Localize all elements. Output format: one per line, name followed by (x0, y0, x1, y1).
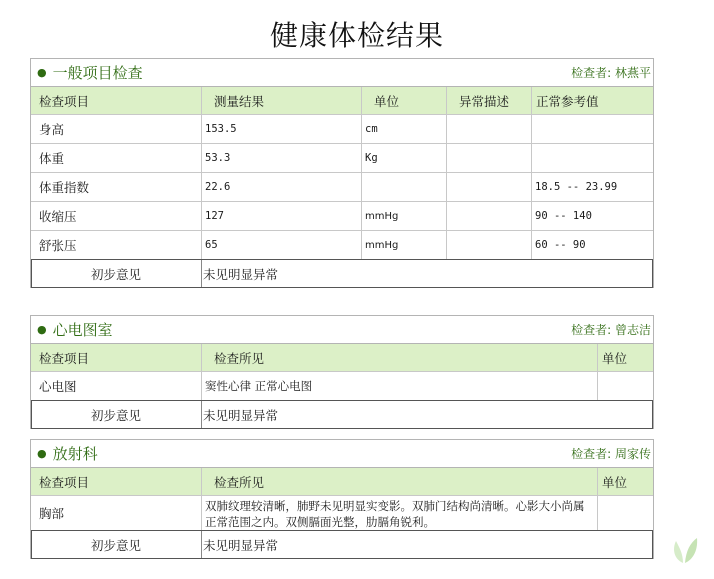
cell-result: 153.5 (202, 115, 362, 143)
section-header (31, 316, 653, 344)
cell-item: 舒张压 (31, 231, 202, 259)
cell-reference (532, 115, 655, 143)
col-header-item: 检查项目 (31, 344, 202, 371)
bullet-icon: ● (37, 447, 47, 460)
cell-unit: cm (362, 115, 447, 143)
cell-item: 体重指数 (31, 173, 202, 201)
opinion-row (31, 400, 653, 428)
col-header-unit: 单位 (362, 87, 447, 114)
opinion-value: 未见明显异常 (203, 407, 279, 423)
col-header-unit: 单位 (602, 350, 628, 366)
col-header-item: 检查项目 (31, 87, 202, 114)
cell-result: 22.6 (202, 173, 362, 201)
cell-unit: mmHg (362, 231, 447, 259)
col-header-findings: 检查所见 (202, 468, 598, 495)
cell-findings: 双肺纹理较清晰，肺野未见明显实变影。双肺门结构尚清晰。心影大小尚属正常范围之内。双侧膈面光整，肋膈角锐利。 (202, 496, 598, 530)
cell-abnormal (447, 115, 532, 143)
table-header-row (31, 344, 653, 372)
section-header (31, 440, 653, 468)
cell-result: 127 (202, 202, 362, 230)
section-title (37, 62, 143, 83)
opinion-row (31, 259, 653, 287)
col-header-reference: 正常参考值 (536, 93, 599, 109)
cell-item: 收缩压 (31, 202, 202, 230)
table-row (31, 173, 653, 202)
col-header-unit: 单位 (602, 474, 628, 490)
col-header-result: 测量结果 (202, 87, 362, 114)
section-name: 放射科 (52, 445, 98, 463)
cell-reference: 18.5 -- 23.99 (535, 181, 618, 193)
opinion-label: 初步意见 (31, 260, 202, 287)
section-general (30, 58, 654, 288)
section-title (37, 319, 113, 340)
opinion-value: 未见明显异常 (203, 537, 279, 553)
section-name: 心电图室 (52, 321, 113, 339)
cell-abnormal (447, 144, 532, 172)
table-header-row (31, 87, 653, 115)
cell-findings: 窦性心律 正常心电图 (202, 372, 598, 400)
cell-abnormal (447, 231, 532, 259)
cell-result: 65 (202, 231, 362, 259)
section-title (37, 443, 98, 464)
bullet-icon: ● (37, 66, 47, 79)
table-row (31, 372, 653, 400)
page-title: 健康体检结果 (269, 19, 444, 52)
cell-unit (598, 372, 655, 400)
examiner-label: 检查者: 周家传 (571, 447, 651, 461)
cell-abnormal (447, 173, 532, 201)
cell-result: 53.3 (202, 144, 362, 172)
cell-item: 体重 (31, 144, 202, 172)
examiner-label: 检查者: 曾志洁 (571, 323, 651, 337)
section-radiology (30, 439, 654, 559)
table-header-row (31, 468, 653, 496)
col-header-findings: 检查所见 (202, 344, 598, 371)
section-header (31, 59, 653, 87)
cell-unit: mmHg (362, 202, 447, 230)
table-row (31, 496, 653, 530)
opinion-value: 未见明显异常 (203, 266, 279, 282)
section-name: 一般项目检查 (52, 64, 143, 82)
cell-item: 心电图 (31, 372, 202, 400)
cell-unit: Kg (362, 144, 447, 172)
section-ecg (30, 315, 654, 429)
opinion-row (31, 530, 653, 558)
cell-reference (532, 144, 655, 172)
table-row (31, 115, 653, 144)
table-row (31, 231, 653, 259)
leaf-logo-icon (670, 535, 698, 565)
cell-item: 胸部 (31, 496, 202, 530)
examiner-label: 检查者: 林燕平 (571, 66, 651, 80)
cell-unit (362, 173, 447, 201)
opinion-label: 初步意见 (31, 401, 202, 428)
cell-item: 身高 (31, 115, 202, 143)
opinion-label: 初步意见 (31, 531, 202, 558)
bullet-icon: ● (37, 323, 47, 336)
table-row (31, 144, 653, 173)
col-header-item: 检查项目 (31, 468, 202, 495)
cell-unit (598, 496, 655, 530)
table-row (31, 202, 653, 231)
cell-abnormal (447, 202, 532, 230)
col-header-abnormal: 异常描述 (447, 87, 532, 114)
cell-reference: 60 -- 90 (535, 239, 586, 251)
cell-reference: 90 -- 140 (535, 210, 592, 222)
